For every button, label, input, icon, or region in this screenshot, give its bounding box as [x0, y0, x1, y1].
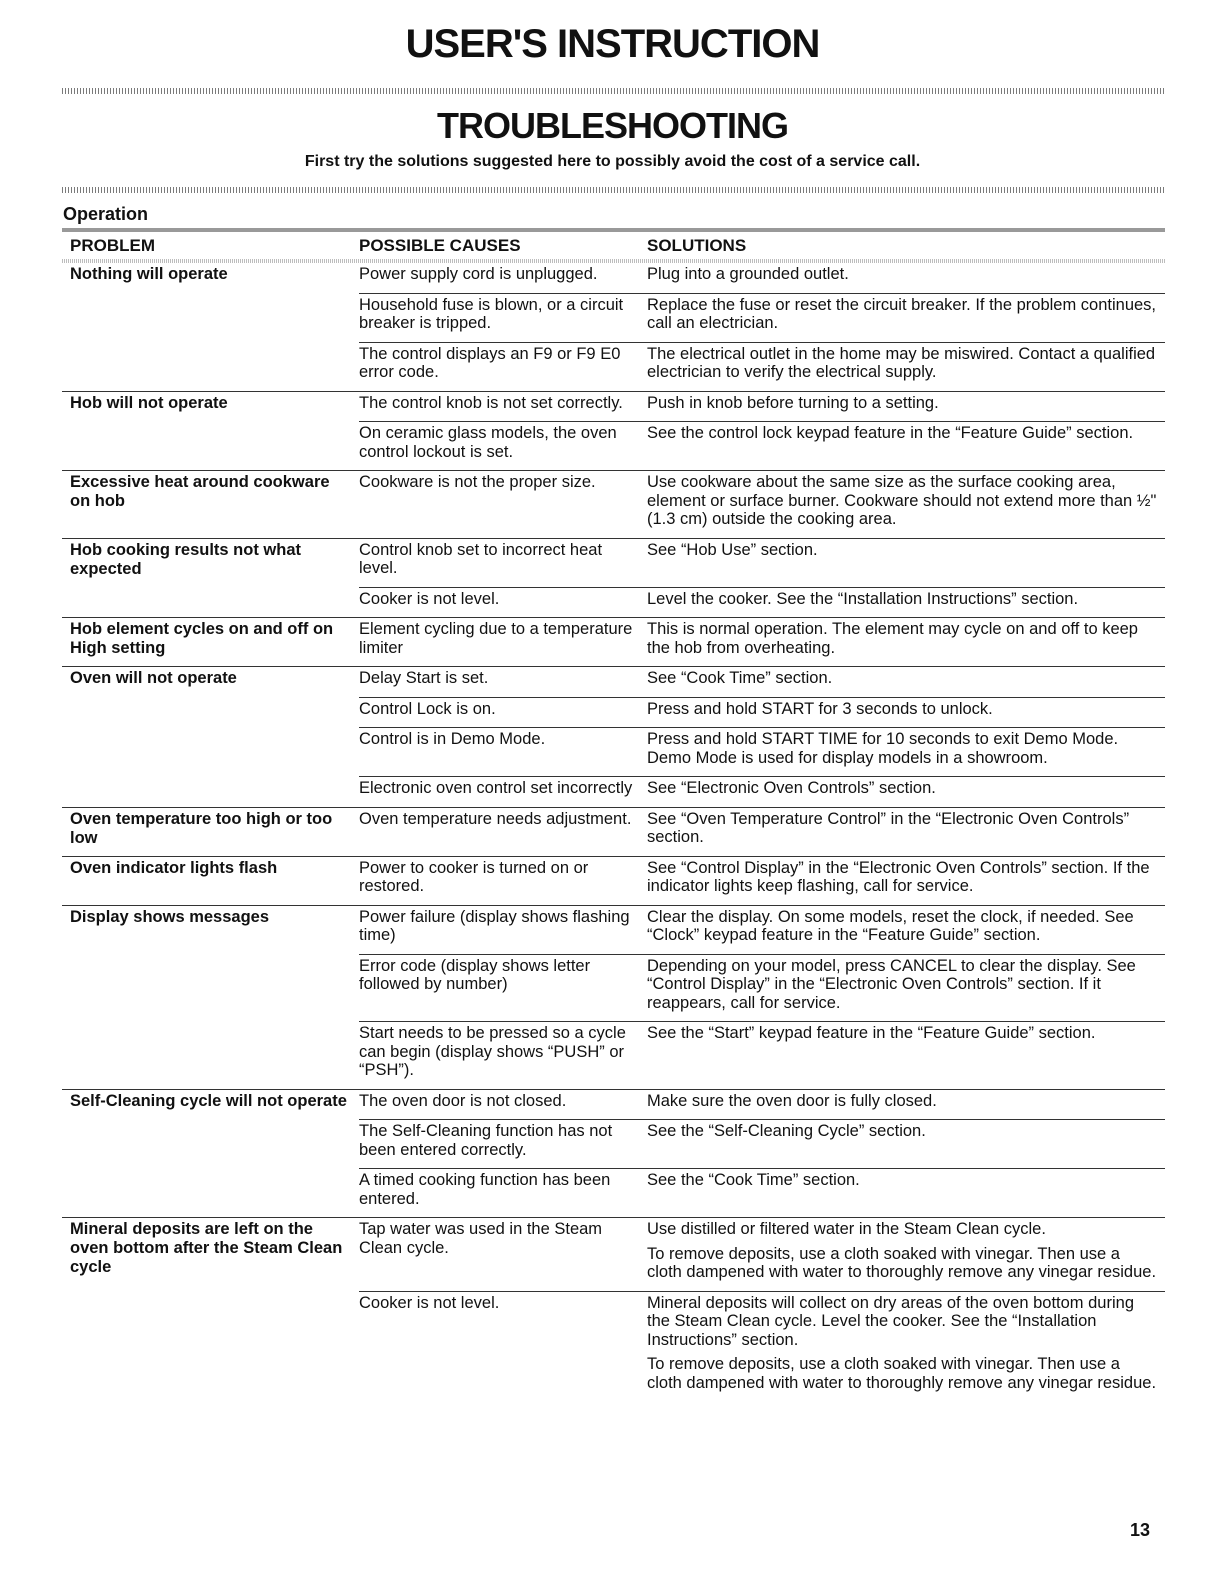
solution-text: The electrical outlet in the home may be miswired. Contact a qualified electrician to verify the electrical supply. [647, 344, 1156, 381]
cause-cell: Control is in Demo Mode. [359, 730, 546, 748]
solution-text: Make sure the oven door is fully closed. [647, 1091, 937, 1110]
table-row [359, 1218, 1165, 1291]
cause-cell: Cooker is not level. [359, 589, 500, 608]
section-subtitle: First try the solutions suggested here to possibly avoid the cost of a service call. [304, 153, 921, 170]
solution-cell [647, 1024, 1165, 1080]
problem-group [62, 856, 1165, 905]
cause-cell: Power to cooker is turned on or restored. [359, 858, 589, 895]
problem-group [62, 538, 1165, 618]
cause-cell: Cookware is not the proper size. [359, 473, 596, 491]
cause-solution-list [359, 667, 1165, 807]
table-row [359, 776, 1165, 807]
problem-label: Oven temperature too high or too low [70, 809, 333, 847]
solution-text: Clear the display. On some models, reset the clock, if needed. See “Clock” keypad feature in the “Feature Guide” section. [647, 907, 1134, 944]
table-row [359, 392, 1165, 422]
cause-solution-list [359, 539, 1165, 618]
table-row [359, 1119, 1165, 1168]
solution-cell [647, 908, 1165, 945]
solution-cell [647, 590, 1165, 609]
header-divider [62, 88, 1165, 94]
problem-group [62, 263, 1165, 391]
subtitle-divider [62, 187, 1165, 193]
problem-label: Hob cooking results not what expected [70, 540, 302, 578]
table-row [359, 293, 1165, 342]
problem-label: Self-Cleaning cycle will not operate [70, 1091, 347, 1110]
table-row [359, 727, 1165, 776]
problem-label: Excessive heat around cookware on hob [70, 473, 330, 510]
cause-cell: Cooker is not level. [359, 1293, 500, 1312]
solution-cell [647, 859, 1165, 896]
table-row [359, 667, 1165, 697]
solution-text: Depending on your model, press CANCEL to clear the display. See “Control Display” in the “Electronic Oven Controls” section. If it reappears, call for service. [647, 956, 1136, 1012]
header-solutions: SOLUTIONS [647, 235, 747, 255]
cause-solution-list [359, 392, 1165, 471]
page-header-title: USER'S INSTRUCTION [405, 22, 820, 66]
cause-solution-list [359, 263, 1165, 391]
table-row [359, 697, 1165, 728]
solution-cell [647, 265, 1165, 284]
problem-label: Nothing will operate [70, 265, 228, 283]
cause-solution-list [359, 906, 1165, 1089]
cause-cell: The Self-Cleaning function has not been entered correctly. [359, 1122, 613, 1159]
solution-cell [647, 1092, 1165, 1111]
table-row [359, 1291, 1165, 1402]
operation-label: Operation [63, 204, 149, 224]
troubleshooting-table [62, 228, 1165, 1401]
table-row [359, 1090, 1165, 1120]
solution-cell [647, 1294, 1165, 1393]
solution-text: Push in knob before turning to a setting. [647, 393, 939, 412]
solution-cell [647, 779, 1165, 798]
cause-cell: Power supply cord is unplugged. [359, 265, 598, 283]
cause-solution-list [359, 471, 1165, 538]
problem-group [62, 617, 1165, 666]
table-row [359, 808, 1165, 856]
header-causes: POSSIBLE CAUSES [359, 235, 521, 255]
problem-label: Oven indicator lights flash [70, 858, 278, 877]
cause-solution-list [359, 857, 1165, 905]
cause-cell: Control knob set to incorrect heat level. [359, 540, 603, 577]
solution-cell [647, 730, 1165, 767]
table-row [359, 263, 1165, 293]
table-row [359, 471, 1165, 538]
solution-text: Press and hold START TIME for 10 seconds to exit Demo Mode. Demo Mode is used for display models in a showroom. [647, 730, 1119, 767]
solution-text: This is normal operation. The element may cycle on and off to keep the hob from overheating. [647, 620, 1138, 657]
solution-cell [647, 345, 1165, 382]
cause-cell: Control Lock is on. [359, 699, 496, 718]
solution-text: See “Electronic Oven Controls” section. [647, 779, 936, 797]
table-row [359, 1168, 1165, 1217]
cause-cell: Start needs to be pressed so a cycle can begin (display shows “PUSH” or “PSH”). [359, 1024, 626, 1079]
problem-label: Hob will not operate [70, 393, 228, 412]
problem-label: Hob element cycles on and off on High setting [70, 620, 334, 657]
table-row [359, 342, 1165, 391]
solution-cell [647, 1171, 1165, 1208]
solution-text: Use distilled or filtered water in the Steam Clean cycle. [647, 1220, 1046, 1238]
solution-cell [647, 541, 1165, 578]
cause-solution-list [359, 618, 1165, 666]
cause-cell: Error code (display shows letter followed by number) [359, 956, 591, 993]
cause-cell: Delay Start is set. [359, 669, 489, 687]
table-row [359, 421, 1165, 470]
cause-cell: A timed cooking function has been entered. [359, 1171, 611, 1208]
cause-cell: The oven door is not closed. [359, 1091, 567, 1110]
solution-text: See the “Cook Time” section. [647, 1171, 860, 1189]
table-row [359, 954, 1165, 1022]
problem-group [62, 666, 1165, 807]
solution-text: To remove deposits, use a cloth soaked with vinegar. Then use a cloth dampened with water to thoroughly remove any vinegar residue. [647, 1355, 1157, 1392]
table-row [359, 539, 1165, 587]
problem-group [62, 1089, 1165, 1218]
table-header-row [62, 228, 1165, 263]
cause-cell: Household fuse is blown, or a circuit breaker is tripped. [359, 295, 624, 332]
solution-text: Mineral deposits will collect on dry areas of the oven bottom during the Steam Clean cycle. Level the cooker. See the “Installation Instructions” section. [647, 1293, 1134, 1349]
solution-cell [647, 1220, 1165, 1282]
solution-cell [647, 620, 1165, 657]
solution-text: See “Oven Temperature Control” in the “Electronic Oven Controls” section. [647, 809, 1130, 846]
problem-group [62, 391, 1165, 471]
cause-cell: Electronic oven control set incorrectly [359, 779, 633, 797]
problem-group [62, 470, 1165, 538]
solution-cell [647, 296, 1165, 333]
cause-solution-list [359, 1218, 1165, 1401]
solution-text: Plug into a grounded outlet. [647, 265, 849, 283]
solution-cell [647, 1122, 1165, 1159]
solution-text: See “Hob Use” section. [647, 540, 818, 559]
solution-cell [647, 957, 1165, 1013]
solution-cell [647, 394, 1165, 413]
table-row [359, 618, 1165, 666]
solution-cell [647, 700, 1165, 719]
header-problem: PROBLEM [70, 235, 155, 255]
solution-text: Use cookware about the same size as the surface cooking area, element or surface burner. Cookware should not extend more than ½" (1.3 cm) outside the cooking area. [647, 473, 1157, 528]
solution-text: Press and hold START for 3 seconds to unlock. [647, 699, 993, 718]
table-body [62, 263, 1165, 1401]
cause-cell: Power failure (display shows flashing time) [359, 907, 630, 944]
solution-text: See “Cook Time” section. [647, 669, 833, 687]
table-row [359, 587, 1165, 618]
table-row [359, 857, 1165, 905]
cause-solution-list [359, 1090, 1165, 1218]
problem-label: Display shows messages [70, 907, 270, 926]
problem-group [62, 1217, 1165, 1401]
solution-text: See the “Self-Cleaning Cycle” section. [647, 1122, 926, 1140]
cause-solution-list [359, 808, 1165, 856]
solution-text: To remove deposits, use a cloth soaked with vinegar. Then use a cloth dampened with water to thoroughly remove any vinegar residue. [647, 1244, 1157, 1281]
solution-cell [647, 810, 1165, 847]
cause-cell: On ceramic glass models, the oven control lockout is set. [359, 424, 617, 461]
cause-cell: Oven temperature needs adjustment. [359, 809, 632, 828]
solution-text: Replace the fuse or reset the circuit breaker. If the problem continues, call an electrician. [647, 295, 1157, 332]
table-row [359, 906, 1165, 954]
solution-text: See the “Start” keypad feature in the “Feature Guide” section. [647, 1024, 1096, 1042]
table-row [359, 1021, 1165, 1089]
solution-text: See the control lock keypad feature in the “Feature Guide” section. [647, 424, 1134, 442]
solution-cell [647, 473, 1165, 529]
problem-group [62, 807, 1165, 856]
problem-label: Oven will not operate [70, 669, 237, 687]
solution-text: See “Control Display” in the “Electronic Oven Controls” section. If the indicator lights keep flashing, call for service. [647, 858, 1150, 895]
solution-cell [647, 424, 1165, 461]
cause-cell: Element cycling due to a temperature limiter [359, 620, 633, 657]
cause-cell: The control knob is not set correctly. [359, 393, 623, 412]
section-title: TROUBLESHOOTING [437, 105, 788, 146]
page-number: 13 [1130, 1520, 1151, 1540]
solution-cell [647, 669, 1165, 688]
problem-group [62, 905, 1165, 1089]
solution-text: Level the cooker. See the “Installation Instructions” section. [647, 589, 1079, 608]
problem-label: Mineral deposits are left on the oven bottom after the Steam Clean cycle [70, 1220, 343, 1276]
cause-cell: Tap water was used in the Steam Clean cycle. [359, 1220, 603, 1257]
cause-cell: The control displays an F9 or F9 E0 error code. [359, 344, 621, 381]
